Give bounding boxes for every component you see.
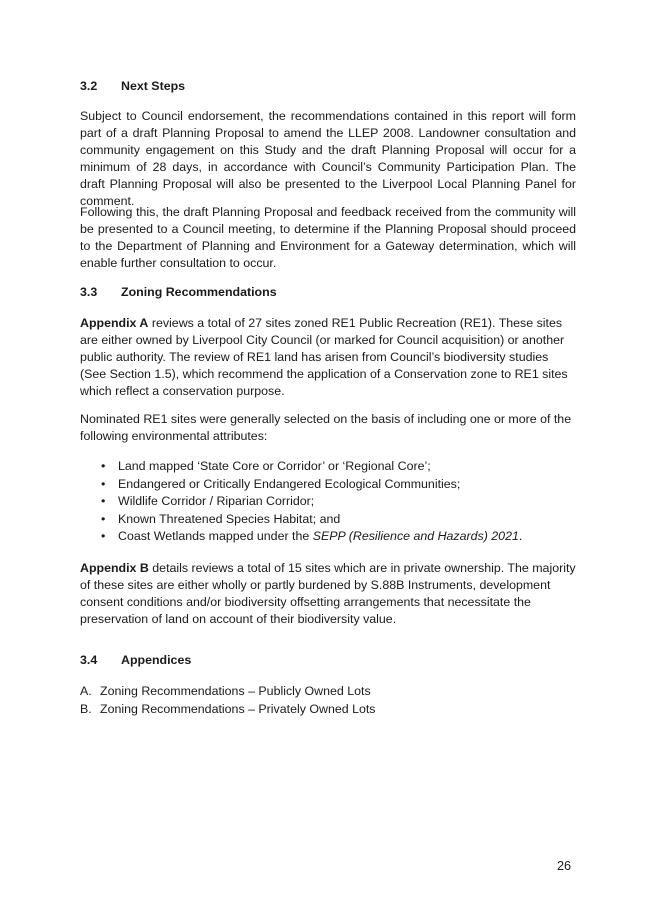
appendix-b-text: details reviews a total of 15 sites which are in private ownership. The majority of these sites are either wholly or partly burdened by S.88B Instruments, development consent conditions and/or biodiversity offsetting arrangements that necessitate the preservation of land on account of their biodiversity value. [80, 561, 576, 626]
section-heading-3-4 [80, 652, 191, 669]
list-item: • Known Threatened Species Habitat; and [101, 511, 341, 526]
bullet-icon: • [101, 459, 106, 473]
bullet-icon: • [101, 494, 106, 509]
section-heading-3-3 [80, 284, 277, 301]
section-number: 3.4 [80, 653, 98, 667]
list-item [80, 701, 376, 718]
bullet-icon: • [101, 476, 106, 491]
appendix-a-text: reviews a total of 27 sites zoned RE1 Public Recreation (RE1). These sites are either owned by Liverpool City Council (or marked for Council acquisition) or another public authority. The review of RE1 land has arisen from Council’s biodiversity studies (See Section 1.5), which recommend the application of a Conservation zone to RE1 sites which reflect a conservation purpose. [80, 316, 568, 398]
section-number: 3.3 [80, 285, 98, 299]
bullet-icon: • [101, 529, 106, 544]
next-steps-paragraph-1: Subject to Council endorsement, the recommendations contained in this report will form part of a draft Planning Proposal to amend the LLEP 2008. Landowner consultation and community engagement on this Study and the draft Planning Proposal will occur for a minimum of 28 days, in accordance with Council’s Community Participation Plan. The draft Planning Proposal will also be presented to the Liverpool Local Planning Panel for comment. [80, 109, 576, 208]
next-steps-paragraph-2: Following this, the draft Planning Proposal and feedback received from the community will be presented to a Council meeting, to determine if the Planning Proposal should proceed to the Department of Planning and Environment for a Gateway determination, which will enable further consultation to occur. [80, 205, 576, 270]
appendix-a-paragraph [80, 315, 576, 400]
nominated-sites-paragraph: Nominated RE1 sites were generally selected on the basis of including one or more of the following environmental attributes: [80, 412, 572, 443]
list-letter: A. [80, 684, 92, 698]
section-title: Next Steps [121, 79, 186, 93]
appendix-title: Zoning Recommendations – Privately Owned Lots [100, 701, 376, 716]
appendix-title: Zoning Recommendations – Publicly Owned Lots [100, 684, 371, 698]
appendix-a-label: Appendix A [80, 316, 149, 330]
list-item [80, 683, 376, 700]
appendix-b-paragraph [80, 560, 576, 628]
sepp-reference: SEPP (Resilience and Hazards) 2021 [312, 529, 519, 544]
page-number: 26 [557, 859, 572, 873]
section-title: Appendices [121, 653, 192, 667]
list-item: • Endangered or Critically Endangered Ecological Communities; [101, 476, 461, 491]
attributes-bullet-list [80, 458, 522, 546]
section-number: 3.2 [80, 79, 98, 93]
list-item: • Land mapped ‘State Core or Corridor’ or ‘Regional Core’; [101, 459, 431, 473]
appendices-list [80, 683, 376, 718]
list-item: • Wildlife Corridor / Riparian Corridor; [101, 494, 315, 509]
list-letter: B. [80, 701, 92, 716]
appendix-b-label: Appendix B [80, 561, 149, 575]
bullet-icon: • [101, 511, 106, 526]
section-title: Zoning Recommendations [121, 285, 277, 299]
section-heading-3-2 [80, 78, 185, 95]
list-item: • Coast Wetlands mapped under the SEPP (Resilience and Hazards) 2021. [101, 529, 523, 544]
